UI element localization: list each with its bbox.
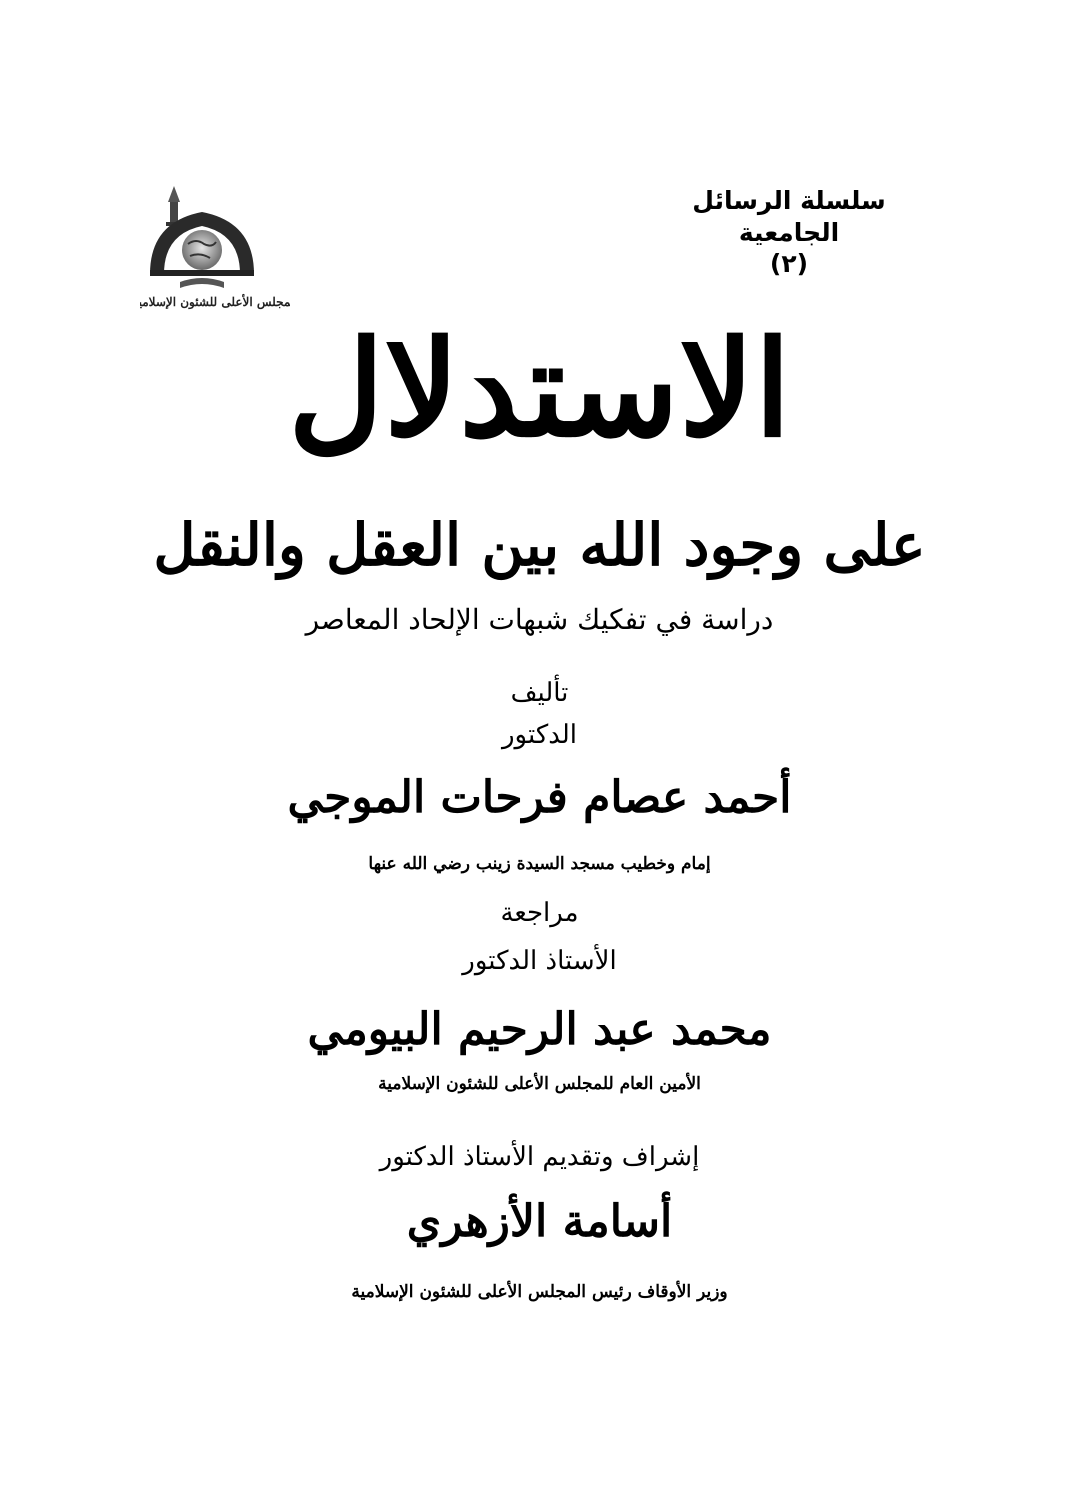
series-number: (٢) [769, 249, 809, 278]
author-label: تأليف [510, 678, 569, 708]
author-affiliation: إمام وخطيب مسجد السيدة زينب رضي الله عنها [368, 854, 711, 874]
author-title-prefix: الدكتور [501, 720, 577, 750]
book-subtitle: على وجود الله بين العقل والنقل [153, 511, 926, 579]
logo-caption: المجلس الأعلى للشئون الإسلامية [140, 295, 290, 309]
svg-text:وزارة الأوقاف المصرية [140, 182, 146, 185]
reviewer-title-prefix: الأستاذ الدكتور [462, 946, 617, 976]
author-name: أحمد عصام فرحات الموجي [287, 772, 792, 823]
book-description: دراسة في تفكيك شبهات الإلحاد المعاصر [305, 603, 774, 636]
reviewer-name: محمد عبد الرحيم البيومي [307, 1004, 772, 1055]
reviewer-affiliation: الأمين العام للمجلس الأعلى للشئون الإسلامية [378, 1074, 701, 1094]
reviewer-label: مراجعة [500, 898, 579, 928]
supervisor-label: إشراف وتقديم الأستاذ الدكتور [379, 1142, 700, 1172]
logo-arc-text [140, 182, 146, 185]
supervisor-name: أسامة الأزهري [406, 1196, 673, 1247]
ministry-logo-icon [140, 182, 290, 312]
supervisor-affiliation: وزير الأوقاف رئيس المجلس الأعلى للشئون الإسلامية [351, 1282, 728, 1302]
book-main-title: الاستدلال [288, 312, 791, 467]
series-name: سلسلة الرسائل الجامعية [692, 186, 886, 247]
series-label [639, 185, 939, 279]
